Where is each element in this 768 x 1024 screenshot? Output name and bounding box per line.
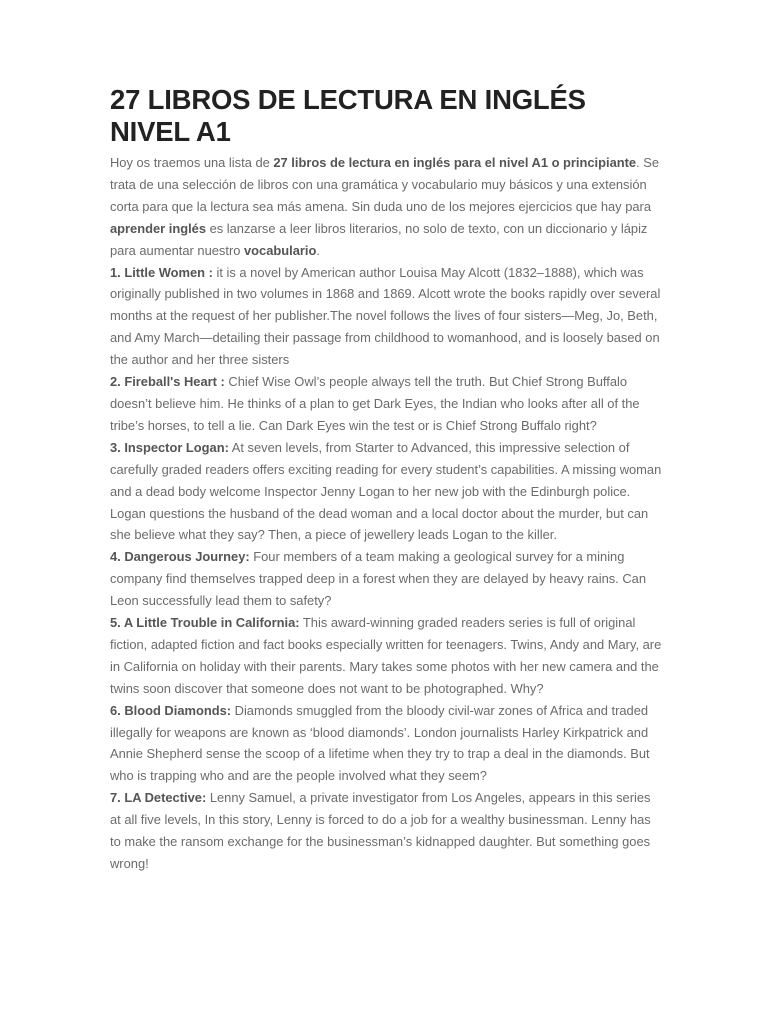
book-text-2: Chief Wise Owl’s people always tell the truth. But Chief Strong Buffalo doesn’t believe him. He thinks of a plan to get Dark Eyes, the Indian who looks after all of the tribe’s horses, to tell a lie. Can Dark Eyes win the test or is Chief Strong Buffalo right? xyxy=(110,374,640,433)
book-heading-1: 1. Little Women : xyxy=(110,264,213,280)
intro-bold-1: 27 libros de lectura en inglés para el nivel A1 o principiante xyxy=(273,155,637,170)
book-text-7: Lenny Samuel, a private investigator from Los Angeles, appears in this series at all five levels, In this story, Lenny is forced to do a job for a wealthy businessman. Lenny has to make the ransom exchange for the businessman’s kidnapped daughter. But something goes wrong! xyxy=(110,790,651,871)
book-entry-2 xyxy=(110,371,662,437)
page-title: 27 LIBROS DE LECTURA EN INGLÉS NIVEL A1 xyxy=(110,84,586,147)
intro-paragraph xyxy=(110,152,662,262)
document-page xyxy=(110,84,662,875)
intro-text-4: . xyxy=(316,242,320,258)
book-heading-7: 7. LA Detective: xyxy=(110,790,207,806)
book-text-1: it is a novel by American author Louisa May Alcott (1832–1888), which was originally published in two volumes in 1868 and 1869. Alcott wrote the books rapidly over several months at the request of her publisher.The novel follows the lives of four sisters—Meg, Jo, Beth, and Amy March—detailing their passage from childhood to womanhood, and is loosely based on the author and her three sisters xyxy=(110,264,661,368)
book-heading-6: 6. Blood Diamonds: xyxy=(110,702,232,718)
book-entry-6 xyxy=(110,700,662,788)
book-heading-2: 2. Fireball's Heart : xyxy=(110,374,225,390)
book-text-3: At seven levels, from Starter to Advanced, this impressive selection of carefully graded readers offers exciting reading for every student’s capabilities. A missing woman and a dead body welcome Inspector Jenny Logan to her new job with the Edinburgh police. Logan questions the husband of the dead woman and a local doctor about the murder, but can she believe what they say? Then, a piece of jewellery leads Logan to the killer. xyxy=(110,439,662,543)
book-entry-7 xyxy=(110,787,662,875)
intro-text-2: . Se trata de una selección de libros con una gramática y vocabulario muy básicos y una extensión corta para que la lectura sea más amena. Sin duda uno de los mejores ejercicios que hay para xyxy=(110,155,660,214)
book-heading-4: 4. Dangerous Journey: xyxy=(110,549,250,565)
book-text-6: Diamonds smuggled from the bloody civil-war zones of Africa and traded illegally for weapons are known as ‘blood diamonds’. London journalists Harley Kirkpatrick and Annie Shepherd sense the scoop of a lifetime when they try to trap a deal in the diamonds. But who is trapping who and are the people involved what they seem? xyxy=(110,702,650,784)
book-entry-4 xyxy=(110,546,662,612)
intro-bold-2: aprender inglés xyxy=(110,220,206,236)
book-heading-5: 5. A Little Trouble in California: xyxy=(110,615,300,631)
intro-bold-3: vocabulario xyxy=(244,242,317,258)
book-heading-3: 3. Inspector Logan: xyxy=(110,439,229,455)
intro-text-1: Hoy os traemos una lista de xyxy=(110,155,274,170)
intro-text-3: es lanzarse a leer libros literarios, no solo de texto, con un diccionario y lápiz para aumentar nuestro xyxy=(110,220,648,258)
book-entry-1 xyxy=(110,262,662,372)
book-entry-3 xyxy=(110,437,662,547)
book-text-4: Four members of a team making a geological survey for a mining company find themselves trapped deep in a forest when they are delayed by heavy rains. Can Leon successfully lead them to safety? xyxy=(110,549,646,609)
book-text-5: This award-winning graded readers series is full of original fiction, adapted fiction and fact books especially written for teenagers. Twins, Andy and Mary, are in California on holiday with their parents. Mary takes some photos with her new camera and the twins soon discover that someone does not want to be photographed. Why? xyxy=(110,615,662,696)
book-entry-5 xyxy=(110,612,662,700)
